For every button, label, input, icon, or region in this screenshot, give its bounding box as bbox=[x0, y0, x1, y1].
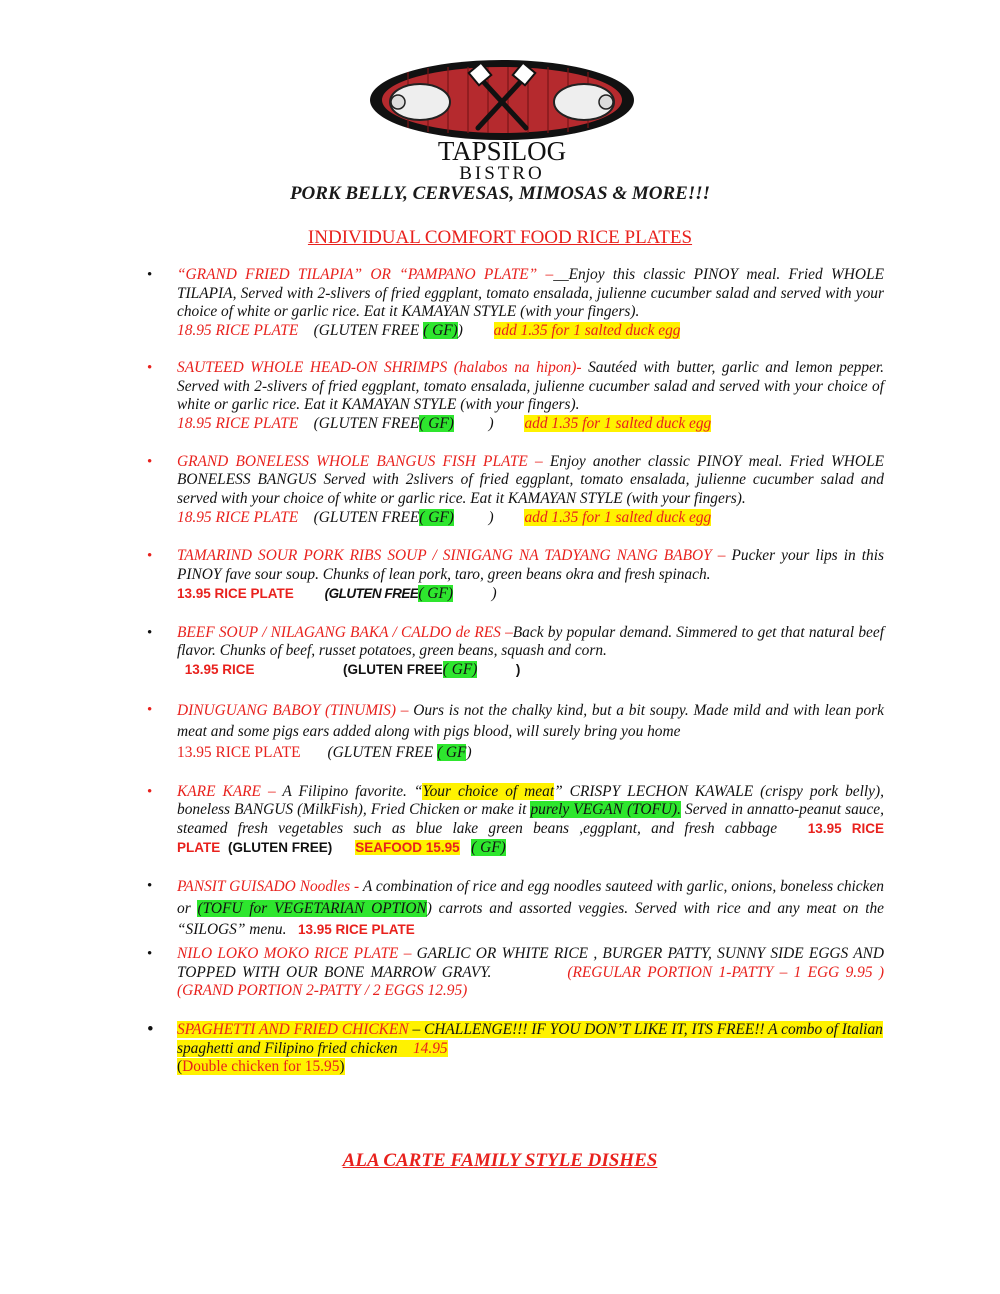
bullet-icon: • bbox=[147, 945, 153, 962]
gf-badge: ( GF bbox=[436, 743, 467, 761]
menu-item-tilapia bbox=[140, 266, 884, 341]
item-desc: Sautéed with butter, garlic and lemon pepper. Served with 2-slivers of fried eggplant, tomato ensalada, julienne cucumber salad and served with your choice of white or garlic rice. Eat it KAMAYAN STYLE (with your fingers). bbox=[177, 358, 884, 414]
duck-egg-addon: add 1.35 for 1 salted duck egg bbox=[493, 322, 681, 340]
gf-badge: ( GF) bbox=[442, 660, 478, 678]
portion-prices: (REGULAR PORTION 1-PATTY – 1 EGG 9.95 ) (GRAND PORTION 2-PATTY / 2 EGGS 12.95) bbox=[177, 963, 885, 1000]
item-price: 13.95 RICE PLATE bbox=[298, 922, 415, 938]
item-desc: Pucker your lips in this PINOY fave sour soup. Chunks of lean pork, taro, green beans okra and fresh spinach. bbox=[177, 547, 884, 584]
gluten-close: ) bbox=[457, 322, 463, 340]
double-chicken-price: Double chicken for 15.95 bbox=[182, 1058, 340, 1076]
price-line bbox=[177, 322, 884, 341]
gf-badge: ( GF) bbox=[419, 508, 454, 526]
item-price: 13.95 RICE PLATE bbox=[177, 821, 884, 855]
tofu-highlight: (TOFU for VEGETARIAN OPTION bbox=[197, 899, 427, 917]
meat-choice-highlight: Your choice of meat bbox=[422, 782, 555, 800]
menu-item-spaghetti bbox=[140, 1021, 884, 1077]
price-line bbox=[177, 585, 884, 604]
bullet-icon: • bbox=[147, 624, 153, 641]
footer-section-title: ALA CARTE FAMILY STYLE DISHES bbox=[342, 1150, 658, 1171]
bullet-icon: • bbox=[147, 267, 153, 283]
bullet-icon: • bbox=[147, 1019, 154, 1041]
item-name: SPAGHETTI AND FRIED CHICKEN bbox=[177, 1021, 409, 1039]
menu-item-beef-soup bbox=[140, 624, 884, 680]
section-title: INDIVIDUAL COMFORT FOOD RICE PLATES bbox=[307, 227, 693, 248]
item-name: NILO LOKO MOKO RICE PLATE – bbox=[177, 944, 412, 962]
item-name: BEEF SOUP / NILAGANG BAKA / CALDO de RES – bbox=[177, 623, 513, 641]
gluten-label: (GLUTEN FREE bbox=[343, 661, 443, 677]
item-desc: A Filipino favorite. “ bbox=[275, 782, 423, 800]
duck-egg-addon: add 1.35 for 1 salted duck egg bbox=[524, 508, 712, 526]
price-line bbox=[177, 742, 884, 763]
item-price: 13.95 RICE PLATE bbox=[177, 585, 294, 601]
gf-badge: ( GF) bbox=[471, 838, 506, 856]
gluten-label: (GLUTEN FREE bbox=[313, 508, 420, 526]
item-price: 13.95 RICE bbox=[184, 661, 255, 677]
vegan-highlight: purely VEGAN (TOFU). bbox=[530, 801, 681, 819]
gluten-close: ) bbox=[466, 743, 472, 761]
price-line bbox=[177, 415, 884, 434]
gf-badge: ( GF) bbox=[418, 584, 453, 602]
item-desc: Ours is not the chalky kind, but a bit soupy. Made mild and with lean pork meat and some pigs ears added along with pigs blood, will surely bring you home bbox=[177, 701, 884, 740]
logo-subname: BISTRO bbox=[459, 163, 545, 180]
bullet-icon: • bbox=[147, 548, 153, 565]
bistro-logo-graphic bbox=[368, 58, 636, 180]
logo bbox=[368, 58, 636, 180]
tagline: PORK BELLY, CERVESAS, MIMOSAS & MORE!!! bbox=[289, 183, 711, 204]
gf-badge: ( GF) bbox=[419, 414, 454, 432]
gluten-close: ) bbox=[491, 584, 497, 602]
item-name: TAMARIND SOUR PORK RIBS SOUP / SINIGANG NA TADYANG NANG BABOY – bbox=[177, 547, 726, 565]
item-desc: __Enjoy this classic PINOY meal. Fried WHOLE TILAPIA, Served with 2-slivers of fried eggplant, tomato ensalada, julienne cucumber salad and served with your choice of white or garlic rice. Eat it KAMAYAN STYLE (with your fingers). bbox=[177, 266, 884, 321]
bullet-icon: • bbox=[147, 359, 153, 376]
item-desc: – CHALLENGE!!! IF YOU DON’T LIKE IT, ITS FREE!! A combo of Italian spaghetti and Filipino fried chicken bbox=[177, 1021, 883, 1057]
gf-badge: ( GF) bbox=[423, 322, 458, 340]
item-desc: ” CRISPY LECHON KAWALE (crispy pork belly), boneless BANGUS (MilkFish), Fried Chicken or make it bbox=[177, 782, 884, 819]
seafood-price: SEAFOOD 15.95 bbox=[355, 839, 460, 855]
item-price: 13.95 RICE PLATE bbox=[177, 743, 301, 761]
item-price: 18.95 RICE PLATE bbox=[177, 322, 299, 340]
item-name: “GRAND FRIED TILAPIA” OR “PAMPANO PLATE” – bbox=[177, 266, 554, 283]
duck-egg-addon: add 1.35 for 1 salted duck egg bbox=[524, 414, 712, 432]
bullet-icon: • bbox=[147, 453, 153, 470]
menu-item-bangus bbox=[140, 453, 884, 528]
gluten-label: (GLUTEN FREE bbox=[313, 414, 420, 432]
menu-item-dinuguan bbox=[140, 700, 884, 763]
item-desc: Served in annatto-peanut sauce, steamed fresh vegetables such as blue lake green beans ,eggplant, and fresh cabbage bbox=[177, 801, 884, 838]
item-name: SAUTEED WHOLE HEAD-ON SHRIMPS (halabos na hipon)- bbox=[177, 358, 582, 376]
menu-item-shrimps bbox=[140, 359, 884, 434]
gluten-close: ) bbox=[488, 508, 494, 526]
item-desc: Back by popular demand. Simmered to get that natural beef flavor. Chunks of beef, russet potatoes, green beans, squash and corn. bbox=[177, 623, 884, 660]
item-desc: A combination of rice and egg noodles sauteed with garlic, onions, boneless chicken or bbox=[177, 878, 884, 917]
item-name: KARE KARE – bbox=[177, 782, 276, 800]
bullet-icon: • bbox=[147, 783, 153, 800]
item-name: PANSIT GUISADO Noodles - bbox=[177, 878, 360, 896]
gluten-label: (GLUTEN FREE) bbox=[227, 839, 333, 855]
menu-item-loco-moco bbox=[140, 945, 884, 1001]
menu-item-pansit bbox=[140, 876, 884, 941]
double-open: ( bbox=[177, 1058, 183, 1076]
logo-name: TAPSILOG bbox=[437, 136, 567, 166]
item-desc: GARLIC OR WHITE RICE , BURGER PATTY, SUNNY SIDE EGGS AND TOPPED WITH OUR BONE MARROW GRAVY. bbox=[177, 944, 885, 981]
menu-item-kare-kare bbox=[140, 783, 884, 858]
item-desc: Enjoy another classic PINOY meal. Fried WHOLE BONELESS BANGUS Served with 2slivers of fried eggplant, tomato ensalada, julienne cucumber salad and served with your choice of white or garlic rice. Eat it KAMAYAN STYLE (with your fingers). bbox=[177, 452, 884, 508]
price-line bbox=[177, 509, 884, 528]
gluten-label: (GLUTEN FREE bbox=[324, 585, 419, 601]
double-close: ) bbox=[339, 1058, 345, 1076]
gluten-label: (GLUTEN FREE bbox=[313, 322, 424, 340]
gluten-close: ) bbox=[488, 414, 494, 432]
item-price: 18.95 RICE PLATE bbox=[177, 414, 299, 432]
gluten-close: ) bbox=[515, 661, 521, 677]
gluten-label: (GLUTEN FREE bbox=[327, 743, 437, 761]
item-desc: ) carrots and assorted veggies. Served with rice and any meat on the “SILOGS” menu. bbox=[177, 899, 884, 939]
menu-list bbox=[140, 266, 884, 1077]
menu-item-sinigang bbox=[140, 547, 884, 603]
item-price: 18.95 RICE PLATE bbox=[177, 508, 299, 526]
item-name: GRAND BONELESS WHOLE BANGUS FISH PLATE – bbox=[177, 452, 543, 470]
item-name: DINUGUANG BABOY (TINUMIS) – bbox=[177, 701, 409, 719]
bullet-icon: • bbox=[147, 878, 153, 895]
price-line bbox=[177, 661, 884, 680]
item-price: 14.95 bbox=[412, 1039, 448, 1057]
bullet-icon: • bbox=[147, 701, 153, 718]
